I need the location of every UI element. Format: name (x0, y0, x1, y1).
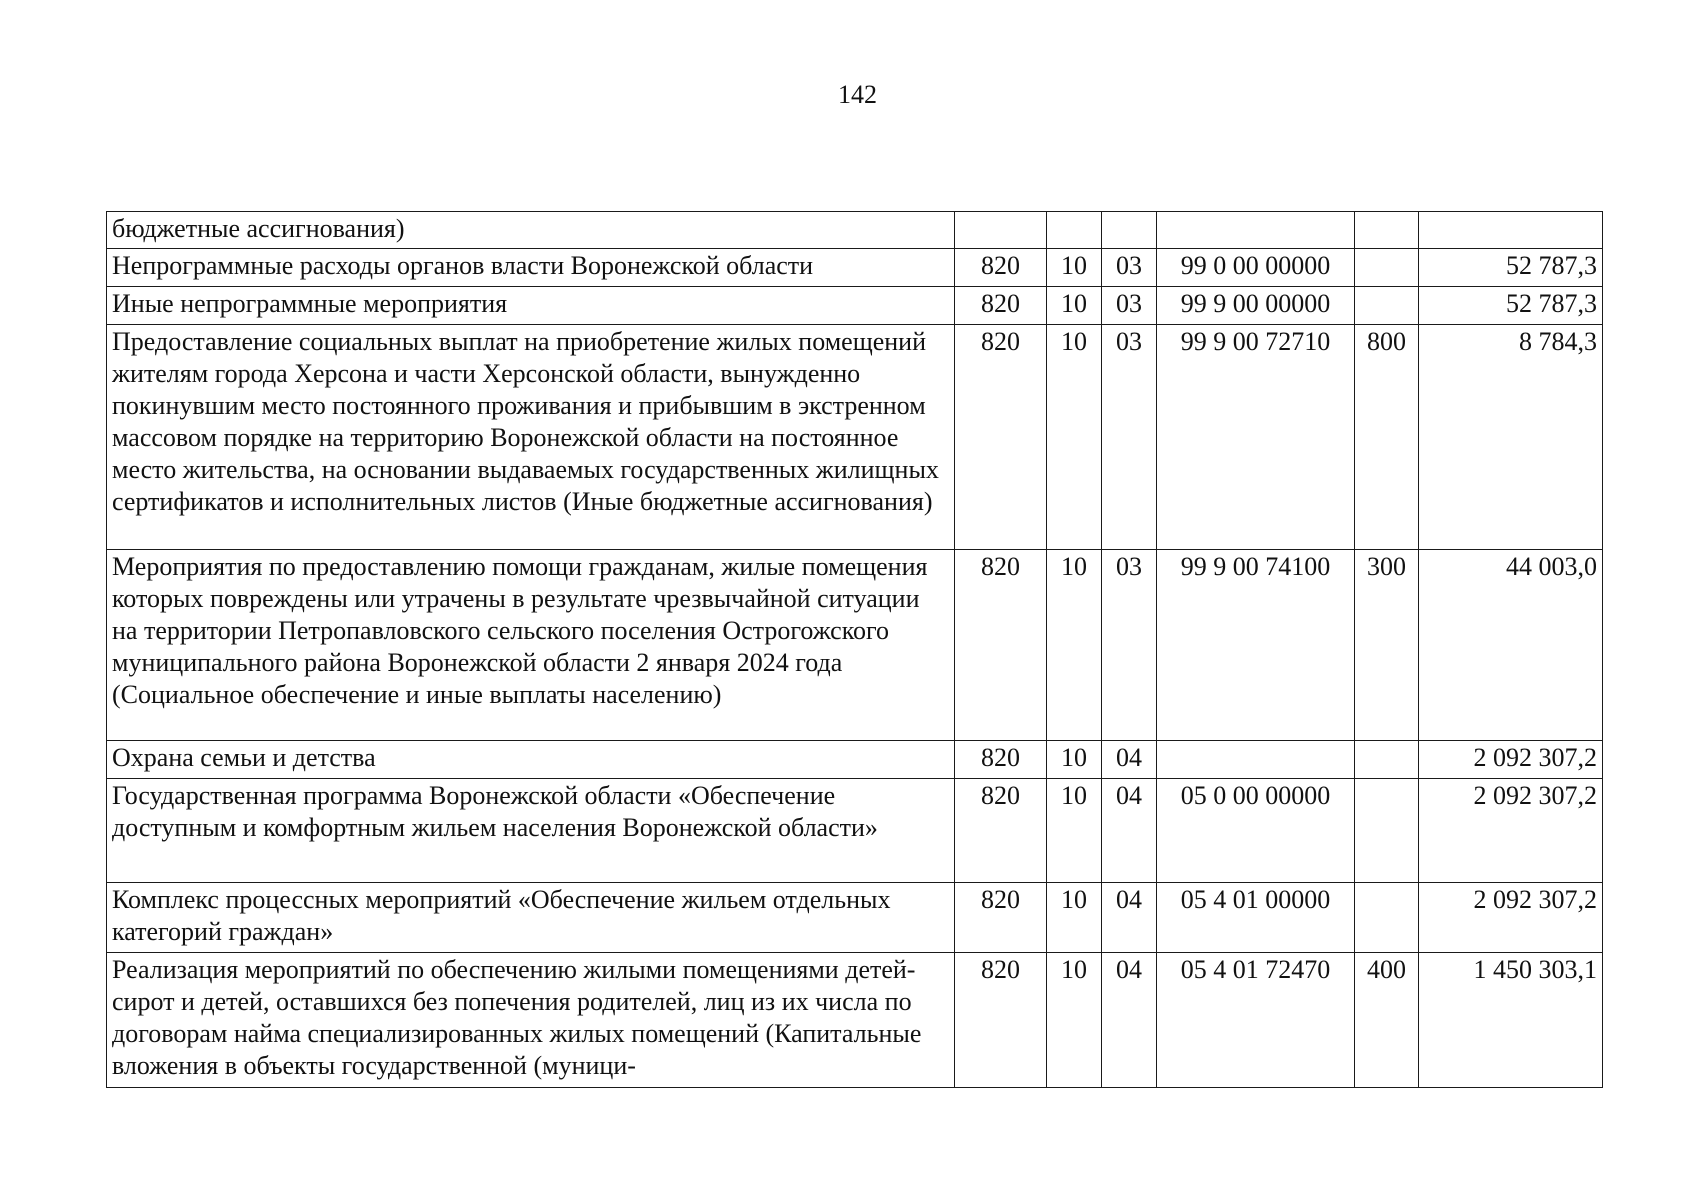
vr-code (1355, 779, 1419, 883)
vr-code (1355, 883, 1419, 953)
ved-code (955, 212, 1047, 249)
rz-code: 10 (1047, 741, 1102, 779)
pr-code: 03 (1102, 325, 1157, 550)
rz-code: 10 (1047, 249, 1102, 287)
sum-value: 1 450 303,1 (1419, 953, 1603, 1088)
vr-code (1355, 212, 1419, 249)
vr-code: 400 (1355, 953, 1419, 1088)
row-name: Непрограммные расходы органов власти Воронежской области (107, 249, 955, 287)
csr-code (1157, 212, 1355, 249)
ved-code: 820 (955, 741, 1047, 779)
csr-code (1157, 741, 1355, 779)
table-row (107, 550, 1603, 741)
pr-code: 03 (1102, 249, 1157, 287)
rz-code: 10 (1047, 883, 1102, 953)
csr-code: 05 4 01 00000 (1157, 883, 1355, 953)
sum-value: 8 784,3 (1419, 325, 1603, 550)
ved-code: 820 (955, 325, 1047, 550)
table-row (107, 212, 1603, 249)
table-row (107, 325, 1603, 550)
table-row (107, 883, 1603, 953)
sum-value: 2 092 307,2 (1419, 883, 1603, 953)
rz-code: 10 (1047, 325, 1102, 550)
table-row (107, 249, 1603, 287)
pr-code (1102, 212, 1157, 249)
vr-code (1355, 287, 1419, 325)
vr-code: 300 (1355, 550, 1419, 741)
rz-code: 10 (1047, 953, 1102, 1088)
row-name: бюджетные ассигнования) (107, 212, 955, 249)
table-row (107, 741, 1603, 779)
sum-value: 44 003,0 (1419, 550, 1603, 741)
ved-code: 820 (955, 287, 1047, 325)
ved-code: 820 (955, 883, 1047, 953)
row-name: Предоставление социальных выплат на приобретение жилых помещений жителям города Херсона и части Херсонской области, вынужденно покинувшим место постоянного проживания и прибывшим в экстренном массовом порядке на территорию Воронежской области на постоянное место жительства, на основании выдаваемых государственных жилищных сертификатов и исполнительных листов (Иные бюджетные ассигнования) (107, 325, 955, 550)
pr-code: 04 (1102, 953, 1157, 1088)
row-name: Комплекс процессных мероприятий «Обеспечение жильем отдельных категорий граждан» (107, 883, 955, 953)
sum-value: 2 092 307,2 (1419, 741, 1603, 779)
pr-code: 03 (1102, 550, 1157, 741)
page-number: 142 (838, 80, 877, 109)
pr-code: 04 (1102, 883, 1157, 953)
csr-code: 99 9 00 74100 (1157, 550, 1355, 741)
rz-code: 10 (1047, 779, 1102, 883)
sum-value: 2 092 307,2 (1419, 779, 1603, 883)
budget-table (106, 211, 1603, 1088)
row-name: Охрана семьи и детства (107, 741, 955, 779)
csr-code: 99 0 00 00000 (1157, 249, 1355, 287)
ved-code: 820 (955, 779, 1047, 883)
pr-code: 04 (1102, 779, 1157, 883)
rz-code: 10 (1047, 550, 1102, 741)
table-row (107, 287, 1603, 325)
vr-code: 800 (1355, 325, 1419, 550)
ved-code: 820 (955, 550, 1047, 741)
csr-code: 05 4 01 72470 (1157, 953, 1355, 1088)
ved-code: 820 (955, 953, 1047, 1088)
table-row (107, 953, 1603, 1088)
row-name: Государственная программа Воронежской области «Обеспечение доступным и комфортным жильем населения Воронежской области» (107, 779, 955, 883)
row-name: Иные непрограммные мероприятия (107, 287, 955, 325)
row-name: Реализация мероприятий по обеспечению жилыми помещениями детей-сирот и детей, оставшихся без попечения родителей, лиц из их числа по договорам найма специализированных жилых помещений (Капитальные вложения в объекты государственной (муници- (107, 953, 955, 1088)
sum-value: 52 787,3 (1419, 287, 1603, 325)
csr-code: 05 0 00 00000 (1157, 779, 1355, 883)
pr-code: 04 (1102, 741, 1157, 779)
rz-code (1047, 212, 1102, 249)
sum-value: 52 787,3 (1419, 249, 1603, 287)
sum-value (1419, 212, 1603, 249)
ved-code: 820 (955, 249, 1047, 287)
row-name: Мероприятия по предоставлению помощи гражданам, жилые помещения которых повреждены или утрачены в результате чрезвычайной ситуации на территории Петропавловского сельского поселения Острогожского муниципального района Воронежской области 2 января 2024 года (Социальное обеспечение и иные выплаты населению) (107, 550, 955, 741)
vr-code (1355, 741, 1419, 779)
table-row (107, 779, 1603, 883)
csr-code: 99 9 00 00000 (1157, 287, 1355, 325)
pr-code: 03 (1102, 287, 1157, 325)
csr-code: 99 9 00 72710 (1157, 325, 1355, 550)
vr-code (1355, 249, 1419, 287)
rz-code: 10 (1047, 287, 1102, 325)
